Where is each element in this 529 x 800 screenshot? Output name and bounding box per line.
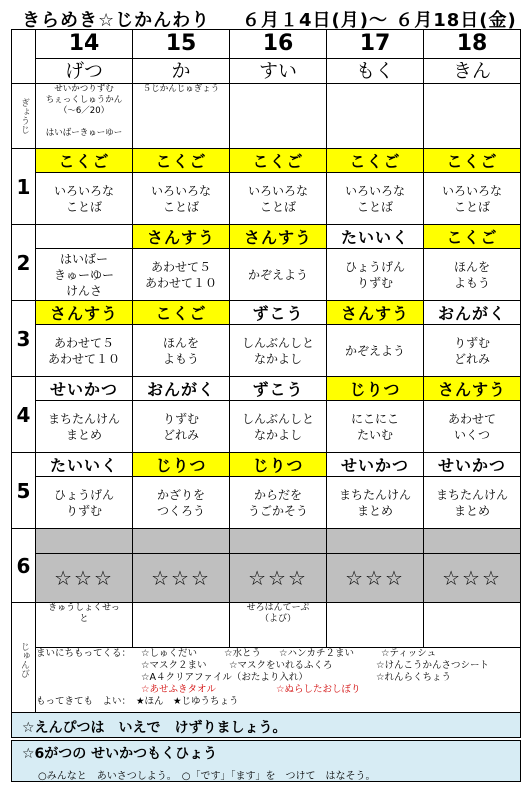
text-line: かぞえよう xyxy=(344,343,405,358)
list-entry: ☆けんこうかんさつシート xyxy=(376,660,490,671)
list-entry: ☆マスクをいれるふくろ xyxy=(229,660,333,671)
goal-sub: ○みんなと あいさつしよう。 ○「です」「ます」を つけて はなそう。 xyxy=(38,771,376,782)
day-name: すい xyxy=(230,59,327,84)
list-entry: まいにちもってくる： xyxy=(36,648,132,659)
lesson-content xyxy=(230,249,327,301)
text-line: しんぶんしと xyxy=(241,411,314,426)
lesson-content xyxy=(424,249,521,301)
text-line: はいばー xyxy=(59,251,108,266)
junbi-label-cell xyxy=(12,603,36,717)
text-line: あわせて１０ xyxy=(144,275,217,290)
subject-cell: おんがく xyxy=(133,377,230,401)
text-line: いろいろな xyxy=(53,183,114,198)
stars-cell: ☆☆☆ xyxy=(36,554,133,603)
text-line: まとめ xyxy=(453,503,490,518)
lesson-content xyxy=(36,325,133,377)
title-text: きらめき☆じかんわり xyxy=(22,10,211,31)
junbi-label: じゅんび xyxy=(19,641,29,678)
stars-cell: ☆☆☆ xyxy=(424,554,521,603)
text-line: ひょうげん xyxy=(53,487,114,502)
lesson-content xyxy=(327,325,424,377)
prep-item xyxy=(327,603,424,648)
subject-cell: こくご xyxy=(230,149,327,173)
subject-cell: こくご xyxy=(133,301,230,325)
stars-cell: ☆☆☆ xyxy=(230,554,327,603)
list-entry: ☆しゅくだい xyxy=(141,648,198,659)
period-number: 3 xyxy=(12,301,36,377)
text-line: いくつ xyxy=(453,427,490,442)
subject-cell: ずこう xyxy=(230,377,327,401)
text-line: りずむ xyxy=(65,503,102,518)
lesson-content xyxy=(230,325,327,377)
subject-cell: ずこう xyxy=(230,301,327,325)
subject-cell: せいかつ xyxy=(36,377,133,401)
lesson-content xyxy=(36,249,133,301)
text-line: ことば xyxy=(453,199,490,214)
list-line xyxy=(36,672,520,684)
empty-subject-cell xyxy=(230,529,327,554)
goal-title: ☆6がつの せいかつもくひょう xyxy=(22,746,218,762)
empty-subject-cell xyxy=(424,529,521,554)
morning-event xyxy=(424,84,521,149)
subject-cell: こくご xyxy=(424,225,521,249)
list-entry: ☆ティッシュ xyxy=(381,648,437,659)
text-line: と xyxy=(79,614,89,624)
text-line: きゅうしょくせっ xyxy=(48,603,120,613)
text-line: りずむ xyxy=(453,335,490,350)
text-line: いろいろな xyxy=(150,183,211,198)
text-line: りずむ xyxy=(356,275,393,290)
day-name: か xyxy=(133,59,230,84)
text-line: よもう xyxy=(162,351,199,366)
event-line: （～6／20） xyxy=(58,106,110,116)
lesson-content xyxy=(133,477,230,529)
corner-cell xyxy=(12,30,36,84)
list-entry: ☆れんらくちょう xyxy=(376,672,452,683)
day-number: 15 xyxy=(133,30,230,59)
subject-cell: さんすう xyxy=(424,377,521,401)
text-line: いろいろな xyxy=(441,183,502,198)
stars-cell: ☆☆☆ xyxy=(327,554,424,603)
lesson-content xyxy=(424,173,521,225)
list-entry: ☆A４クリアファイル（おたより入れ） xyxy=(141,672,308,683)
event-line: はいばーきゅーゆー xyxy=(45,128,123,138)
text-line: ひょうげん xyxy=(344,259,405,274)
list-entry: もってきても よい： xyxy=(36,696,132,707)
day-number: 18 xyxy=(424,30,521,59)
lesson-content xyxy=(327,173,424,225)
pencil-note xyxy=(11,712,521,738)
text-line: あわせて５ xyxy=(53,335,114,350)
text-line: （よび） xyxy=(259,614,296,624)
day-number: 17 xyxy=(327,30,424,59)
lesson-content xyxy=(230,401,327,453)
subject-cell: さんすう xyxy=(36,301,133,325)
morning-label: ぎょうじ xyxy=(19,98,29,134)
subject-cell: じりつ xyxy=(133,453,230,477)
text-line: たいむ xyxy=(356,427,393,442)
subject-cell xyxy=(36,225,133,249)
morning-event xyxy=(36,84,133,149)
lesson-content xyxy=(327,477,424,529)
lesson-content xyxy=(424,477,521,529)
lesson-content xyxy=(133,249,230,301)
empty-subject-cell xyxy=(133,529,230,554)
period-number: 6 xyxy=(12,529,36,603)
event-line: せいかつりずむ xyxy=(54,84,114,94)
list-entry: ☆あせふきタオル xyxy=(141,684,217,695)
lesson-content xyxy=(36,173,133,225)
list-entry: ☆マスク２まい xyxy=(141,660,207,671)
lesson-content xyxy=(327,401,424,453)
text-line: きゅーゆー xyxy=(53,267,114,282)
event-line xyxy=(36,117,132,128)
empty-subject-cell xyxy=(327,529,424,554)
stars-cell: ☆☆☆ xyxy=(133,554,230,603)
text-line: どれみ xyxy=(162,427,199,442)
text-line: ことば xyxy=(162,199,199,214)
text-line: まとめ xyxy=(65,427,102,442)
morning-event xyxy=(230,84,327,149)
subject-cell: せいかつ xyxy=(424,453,521,477)
date-range: ６月１4日(月)～ ６月18日(金) xyxy=(242,10,517,31)
subject-cell: こくご xyxy=(424,149,521,173)
text-line: ことば xyxy=(356,199,393,214)
text-line: かざりを xyxy=(156,487,205,502)
day-number: 16 xyxy=(230,30,327,59)
lesson-content xyxy=(230,477,327,529)
subject-cell: さんすう xyxy=(327,301,424,325)
lesson-content xyxy=(36,477,133,529)
list-entry: ☆水とう xyxy=(224,648,262,659)
lesson-content xyxy=(327,249,424,301)
text-line: あわせて５ xyxy=(150,259,211,274)
lesson-content xyxy=(133,173,230,225)
event-line: ５じかんじゅぎょう xyxy=(142,84,220,94)
text-line: ほんを xyxy=(162,335,199,350)
lesson-content xyxy=(133,401,230,453)
subject-cell: たいいく xyxy=(327,225,424,249)
list-line xyxy=(36,684,520,696)
prep-item xyxy=(36,603,133,648)
lesson-content xyxy=(133,325,230,377)
period-number: 2 xyxy=(12,225,36,301)
text-line: まちたんけん xyxy=(338,487,411,502)
text-line: けんさ xyxy=(65,283,102,298)
text-line: どれみ xyxy=(453,351,490,366)
list-entry: ☆ぬらしたおしぼり xyxy=(276,684,361,695)
text-line: まちたんけん xyxy=(47,411,120,426)
text-line: あわせて xyxy=(447,411,496,426)
lesson-content xyxy=(424,401,521,453)
text-line: にこにこ xyxy=(350,411,399,426)
day-name: きん xyxy=(424,59,521,84)
text-line: かぞえよう xyxy=(247,267,308,282)
list-line xyxy=(36,660,520,672)
morning-event xyxy=(327,84,424,149)
text-line: からだを xyxy=(253,487,302,502)
text-line: いろいろな xyxy=(247,183,308,198)
period-number: 1 xyxy=(12,149,36,225)
list-entry: ☆ハンカチ２まい xyxy=(279,648,355,659)
subject-cell: おんがく xyxy=(424,301,521,325)
day-name: もく xyxy=(327,59,424,84)
day-name: げつ xyxy=(36,59,133,84)
text-line: あわせて１０ xyxy=(47,351,120,366)
lesson-content xyxy=(230,173,327,225)
period-number: 5 xyxy=(12,453,36,529)
subject-cell: こくご xyxy=(327,149,424,173)
period-number: 4 xyxy=(12,377,36,453)
list-line xyxy=(36,648,520,660)
prep-item xyxy=(133,603,230,648)
subject-cell: こくご xyxy=(36,149,133,173)
bring-list xyxy=(36,648,521,717)
text-line: りずむ xyxy=(162,411,199,426)
text-line: ことば xyxy=(65,199,102,214)
empty-subject-cell xyxy=(36,529,133,554)
lesson-content xyxy=(424,325,521,377)
morning-label-cell xyxy=(12,84,36,149)
text-line: せろはんてーぷ xyxy=(246,603,310,613)
prep-item xyxy=(230,603,327,648)
subject-cell: じりつ xyxy=(327,377,424,401)
prep-item xyxy=(424,603,521,648)
text-line: まとめ xyxy=(356,503,393,518)
event-line: ちぇっくしゅうかん xyxy=(45,95,123,105)
text-line: うごかそう xyxy=(247,503,308,518)
text-line: なかよし xyxy=(253,351,302,366)
subject-cell: せいかつ xyxy=(327,453,424,477)
lesson-content xyxy=(36,401,133,453)
subject-cell: さんすう xyxy=(230,225,327,249)
timetable xyxy=(11,29,521,717)
subject-cell: たいいく xyxy=(36,453,133,477)
day-number: 14 xyxy=(36,30,133,59)
text-line: よもう xyxy=(453,275,490,290)
pencil-note-text: ☆えんぴつは いえで けずりましょう。 xyxy=(22,720,287,736)
text-line: しんぶんしと xyxy=(241,335,314,350)
goal-note xyxy=(11,740,521,782)
text-line: つくろう xyxy=(156,503,205,518)
morning-event xyxy=(133,84,230,149)
subject-cell: じりつ xyxy=(230,453,327,477)
list-line xyxy=(36,696,520,708)
text-line: ほんを xyxy=(453,259,490,274)
subject-cell: こくご xyxy=(133,149,230,173)
text-line: いろいろな xyxy=(344,183,405,198)
text-line: まちたんけん xyxy=(435,487,508,502)
subject-cell: さんすう xyxy=(133,225,230,249)
text-line: ことば xyxy=(259,199,296,214)
text-line: なかよし xyxy=(253,427,302,442)
list-entry: ★ほん ★じゆうちょう xyxy=(136,696,239,707)
